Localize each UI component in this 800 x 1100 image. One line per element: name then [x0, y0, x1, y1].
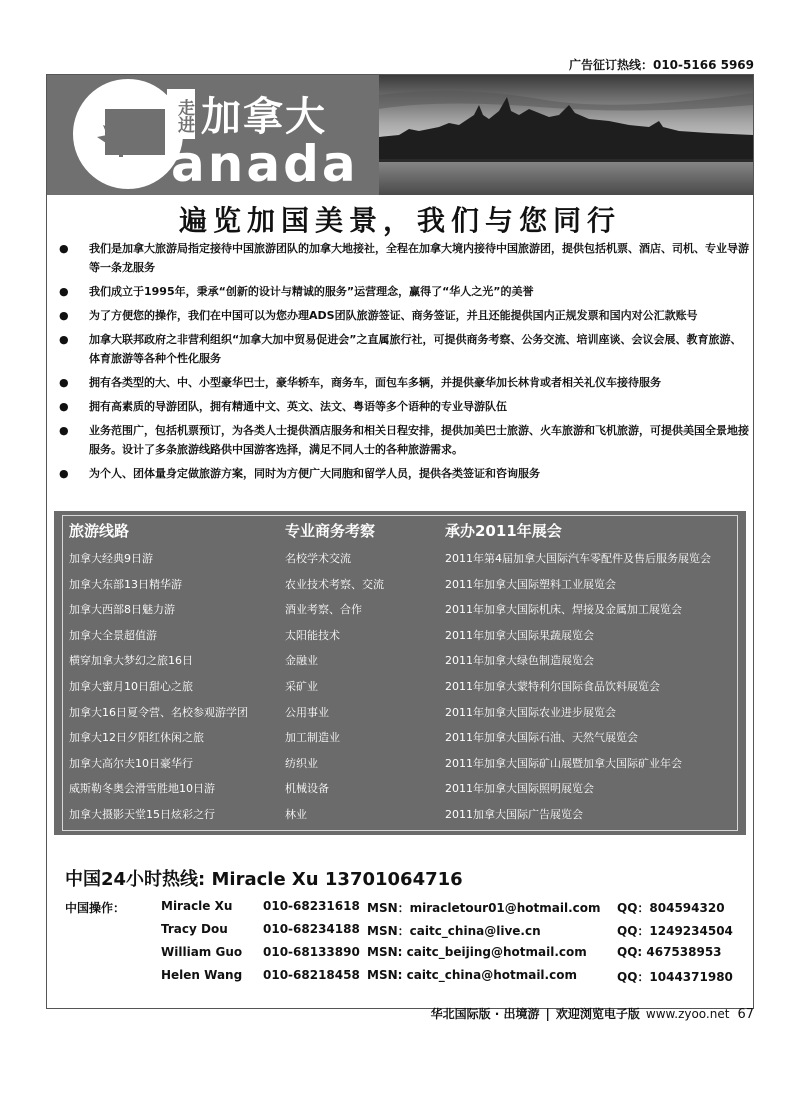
contact-name: Miracle Xu: [161, 899, 233, 913]
contact-msn: MSN: caitc_beijing@hotmail.com: [367, 945, 587, 959]
logo-title-cn: 加拿大: [201, 93, 327, 140]
expos-heading: 承办2011年展会: [445, 522, 562, 540]
canada-logo: [47, 75, 379, 195]
service-item: ● 拥有高素质的导游团队，拥有精通中文、英文、法文、粤语等多个语种的专业导游队伍: [59, 397, 749, 416]
expo-item: 2011年加拿大国际塑料工业展览会: [445, 577, 616, 591]
routes-list: [69, 546, 248, 828]
service-item: ● 加拿大联邦政府之非营利组织“加拿大加中贸易促进会”之直属旅行社，可提供商务考察、公务交流、培训座谈、会议会展、教育旅游、体育旅游等各种个性化服务: [59, 330, 749, 368]
route-item: 加拿大摄影天堂15日炫彩之行: [69, 807, 215, 821]
contact-qq: QQ: 467538953: [617, 945, 722, 959]
expo-item: 2011年加拿大国际矿山展暨加拿大国际矿业年会: [445, 756, 682, 770]
route-item: 加拿大蜜月10日甜心之旅: [69, 679, 193, 693]
contact-phone: 010-68231618: [263, 899, 360, 913]
contact-name: Tracy Dou: [161, 922, 228, 936]
logo-title-en: anada: [171, 135, 359, 193]
route-item: 加拿大全景超值游: [69, 628, 157, 642]
service-item: ● 业务范围广，包括机票预订，为各类人士提供酒店服务和相关日程安排，提供加美巴士旅游、火车旅游和飞机旅游，可提供美国全景地接服务。设计了多条旅游线路供中国游客选择，满足不同人士的各种旅游需求。: [59, 421, 749, 459]
business-item: 采矿业: [285, 679, 318, 693]
route-item: 加拿大16日夏令营、名校参观游学团: [69, 705, 248, 719]
expo-item: 2011年加拿大国际机床、焊接及金属加工展览会: [445, 603, 682, 617]
expo-item: 2011年加拿大国际农业进步展览会: [445, 705, 616, 719]
service-item: ● 我们成立于1995年，秉承“创新的设计与精诚的服务”运营理念，赢得了“华人之光”的美誉: [59, 282, 749, 301]
contact-name: William Guo: [161, 945, 243, 959]
footer-separator: |: [545, 1007, 550, 1021]
contact-qq: QQ：804594320: [617, 901, 725, 915]
offerings-panel: [54, 511, 746, 835]
contact-label: 中国操作：: [65, 901, 126, 915]
business-item: 公用事业: [285, 705, 329, 719]
business-item: 加工制造业: [285, 731, 340, 745]
contact-msn: MSN: caitc_china@hotmail.com: [367, 968, 577, 982]
hotline-main: 中国24小时热线: Miracle Xu 13701064716: [65, 869, 463, 890]
expo-item: 2011年第4届加拿大国际汽车零配件及售后服务展览会: [445, 552, 711, 565]
maple-leaf-icon: [93, 107, 149, 159]
routes-heading: 旅游线路: [69, 522, 130, 540]
expo-item: 2011年加拿大绿色制造展览会: [445, 654, 594, 668]
page-footer: [431, 1005, 754, 1022]
service-item: ● 为个人、团体量身定做旅游方案，同时为方便广大同胞和留学人员，提供各类签证和咨询服务: [59, 464, 749, 483]
zoujin-label: 走进: [167, 89, 195, 139]
contact-msn: MSN：caitc_china@live.cn: [367, 924, 541, 938]
footer-tagline: 欢迎浏览电子版: [555, 1007, 640, 1021]
contact-qq: QQ：1249234504: [617, 924, 733, 938]
ad-hotline: 广告征订热线：010-5166 5969: [568, 58, 754, 72]
publication-name: 华北国际版 · 出境游: [430, 1007, 540, 1021]
route-item: 加拿大东部13日精华游: [69, 577, 182, 591]
expo-item: 2011年加拿大国际照明展览会: [445, 782, 594, 796]
route-item: 加拿大西部8日魅力游: [69, 603, 175, 617]
business-item: 林业: [285, 807, 307, 821]
contact-phone: 010-68218458: [263, 968, 360, 982]
business-item: 酒业考察、合作: [285, 603, 362, 617]
contact-phone: 010-68133890: [263, 945, 360, 959]
route-item: 加拿大12日夕阳红休闲之旅: [69, 731, 204, 745]
contact-phone: 010-68234188: [263, 922, 360, 936]
expo-item: 2011加拿大国际广告展览会: [445, 807, 583, 821]
business-item: 机械设备: [285, 782, 329, 796]
contact-msn: MSN：miracletour01@hotmail.com: [367, 901, 601, 915]
business-item: 金融业: [285, 654, 318, 668]
business-item: 农业技术考察、交流: [285, 577, 384, 591]
route-item: 横穿加拿大梦幻之旅16日: [69, 654, 193, 668]
contact-qq: QQ：1044371980: [617, 970, 733, 984]
contact-name: Helen Wang: [161, 968, 243, 982]
footer-site: www.zyoo.net: [645, 1007, 730, 1021]
slogan: 遍览加国美景，我们与您同行: [178, 204, 621, 237]
business-heading: 专业商务考察: [285, 522, 376, 540]
page-number: 67: [737, 1007, 754, 1022]
service-list: [59, 239, 749, 488]
route-item: 加拿大经典9日游: [69, 552, 153, 565]
banner: [47, 75, 753, 195]
business-item: 太阳能技术: [285, 628, 340, 642]
ad-frame: [46, 74, 754, 1009]
business-item: 纺织业: [285, 756, 318, 770]
route-item: 威斯勒冬奥会滑雪胜地10日游: [69, 782, 215, 796]
quebec-skyline-photo: [379, 75, 753, 195]
business-item: 名校学术交流: [285, 552, 351, 565]
expo-item: 2011年加拿大蒙特利尔国际食品饮料展览会: [445, 679, 660, 693]
service-item: ● 为了方便您的操作，我们在中国可以为您办理ADS团队旅游签证、商务签证，并且还能提供国内正规发票和国内对公汇款账号: [59, 306, 749, 325]
expo-item: 2011年加拿大国际果蔬展览会: [445, 628, 594, 642]
expo-item: 2011年加拿大国际石油、天然气展览会: [445, 731, 638, 745]
service-item: ● 我们是加拿大旅游局指定接待中国旅游团队的加拿大地接社，全程在加拿大境内接待中国旅游团，提供包括机票、酒店、司机、专业导游等一条龙服务: [59, 239, 749, 277]
business-list: [285, 546, 384, 828]
expos-list: [445, 546, 711, 828]
service-item: ● 拥有各类型的大、中、小型豪华巴士，豪华轿车，商务车，面包车多辆，并提供豪华加长林肯或者相关礼仪车接待服务: [59, 373, 749, 392]
route-item: 加拿大高尔夫10日豪华行: [69, 756, 193, 770]
